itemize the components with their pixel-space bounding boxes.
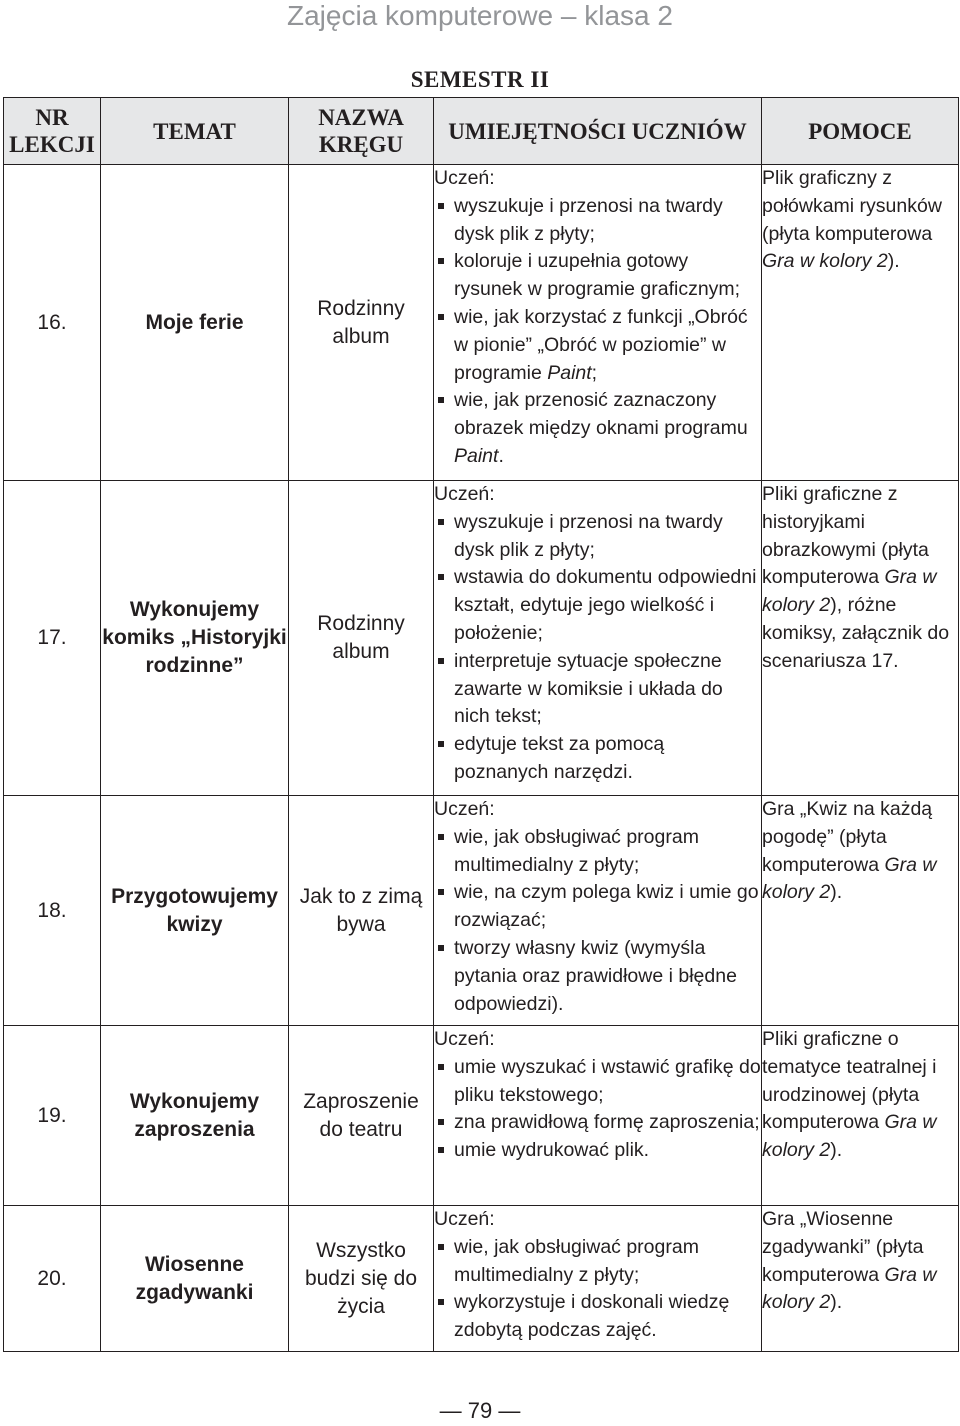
- list-item: interpretuje sytuacje społeczne zawarte w komiksie i układa do nich tekst;: [434, 648, 761, 731]
- skills-intro: Uczeń:: [434, 483, 495, 505]
- list-item: zna prawidłową formę zaproszenia;: [434, 1109, 761, 1137]
- list-item: wstawia do dokumentu odpowiedni kształt, edytuje jego wielkość i położenie;: [434, 564, 761, 647]
- lesson-number: 17.: [4, 481, 101, 796]
- list-item: umie wyszukać i wstawić grafikę do pliku tekstowego;: [434, 1054, 761, 1110]
- lesson-materials: Pliki graficzne o tematyce teatralnej i urodzinowej (płyta komputerowa Gra w kolory 2).: [762, 1026, 959, 1206]
- lesson-topic: Wiosenne zgadywanki: [101, 1206, 289, 1352]
- list-item: wie, jak obsługiwać program multimedialny z płyty;: [434, 824, 761, 880]
- header-pomoce: POMOCE: [762, 98, 959, 165]
- lesson-skills: [434, 481, 762, 796]
- lesson-circle: Wszystko budzi się do życia: [289, 1206, 434, 1352]
- lesson-materials: Gra „Kwiz na każdą pogodę” (płyta komputerowa Gra w kolory 2).: [762, 796, 959, 1026]
- lesson-topic: Wykonujemy zaproszenia: [101, 1026, 289, 1206]
- lesson-skills: [434, 1206, 762, 1352]
- lesson-number: 18.: [4, 796, 101, 1026]
- table-row: [4, 796, 959, 1026]
- list-item: edytuje tekst za pomocą poznanych narzędzi.: [434, 731, 761, 787]
- list-item: wie, jak korzystać z funkcji „Obróć w pionie” „Obróć w poziomie” w programie Paint;: [434, 304, 761, 387]
- lesson-circle: Rodzinny album: [289, 481, 434, 796]
- list-item: wykorzystuje i doskonali wiedzę zdobytą podczas zajęć.: [434, 1289, 761, 1345]
- lesson-topic: Przygotowujemy kwizy: [101, 796, 289, 1026]
- lesson-circle: Zaproszenie do teatru: [289, 1026, 434, 1206]
- lesson-number: 16.: [4, 165, 101, 481]
- lesson-number: 20.: [4, 1206, 101, 1352]
- list-item: wie, na czym polega kwiz i umie go rozwiązać;: [434, 879, 761, 935]
- lesson-skills: [434, 165, 762, 481]
- list-item: wyszukuje i przenosi na twardy dysk plik z płyty;: [434, 509, 761, 565]
- lesson-materials: Pliki graficzne z historyjkami obrazkowymi (płyta komputerowa Gra w kolory 2), różne komiksy, załącznik do scenariusza 17.: [762, 481, 959, 796]
- page-number: — 79 —: [439, 1398, 521, 1423]
- list-item: koloruje i uzupełnia gotowy rysunek w programie graficznym;: [434, 248, 761, 304]
- table-row: [4, 1206, 959, 1352]
- lesson-materials: Gra „Wiosenne zgadywanki” (płyta komputerowa Gra w kolory 2).: [762, 1206, 959, 1352]
- page-title: Zajęcia komputerowe – klasa 2: [287, 0, 673, 31]
- list-item: tworzy własny kwiz (wymyśla pytania oraz prawidłowe i błędne odpowiedzi).: [434, 935, 761, 1018]
- lesson-circle: Rodzinny album: [289, 165, 434, 481]
- lesson-topic: Wykonujemy komiks „Historyjki rodzinne”: [101, 481, 289, 796]
- lesson-number: 19.: [4, 1026, 101, 1206]
- table-row: [4, 1026, 959, 1206]
- header-temat: TEMAT: [101, 98, 289, 165]
- lesson-topic: Moje ferie: [101, 165, 289, 481]
- list-item: wyszukuje i przenosi na twardy dysk plik z płyty;: [434, 193, 761, 249]
- lesson-skills: [434, 796, 762, 1026]
- skills-intro: Uczeń:: [434, 798, 495, 820]
- table-header-row: [4, 98, 959, 165]
- lesson-skills: [434, 1026, 762, 1206]
- skills-intro: Uczeń:: [434, 1028, 495, 1050]
- table-row: [4, 481, 959, 796]
- list-item: wie, jak obsługiwać program multimedialny z płyty;: [434, 1234, 761, 1290]
- lesson-plan-table: [3, 97, 959, 1352]
- lesson-circle: Jak to z zimą bywa: [289, 796, 434, 1026]
- skills-intro: Uczeń:: [434, 1208, 495, 1230]
- table-row: [4, 165, 959, 481]
- semester-heading: SEMESTR II: [410, 67, 550, 92]
- header-nazwa-kregu: NAZWA KRĘGU: [289, 98, 434, 165]
- list-item: umie wydrukować plik.: [434, 1137, 761, 1165]
- list-item: wie, jak przenosić zaznaczony obrazek między oknami programu Paint.: [434, 387, 761, 470]
- header-nr-lekcji: NR LEKCJI: [4, 98, 101, 165]
- lesson-materials: Plik graficzny z połówkami rysunków (płyta komputerowa Gra w kolory 2).: [762, 165, 959, 481]
- header-umiejetnosci: UMIEJĘTNOŚCI UCZNIÓW: [434, 98, 762, 165]
- skills-intro: Uczeń:: [434, 167, 495, 189]
